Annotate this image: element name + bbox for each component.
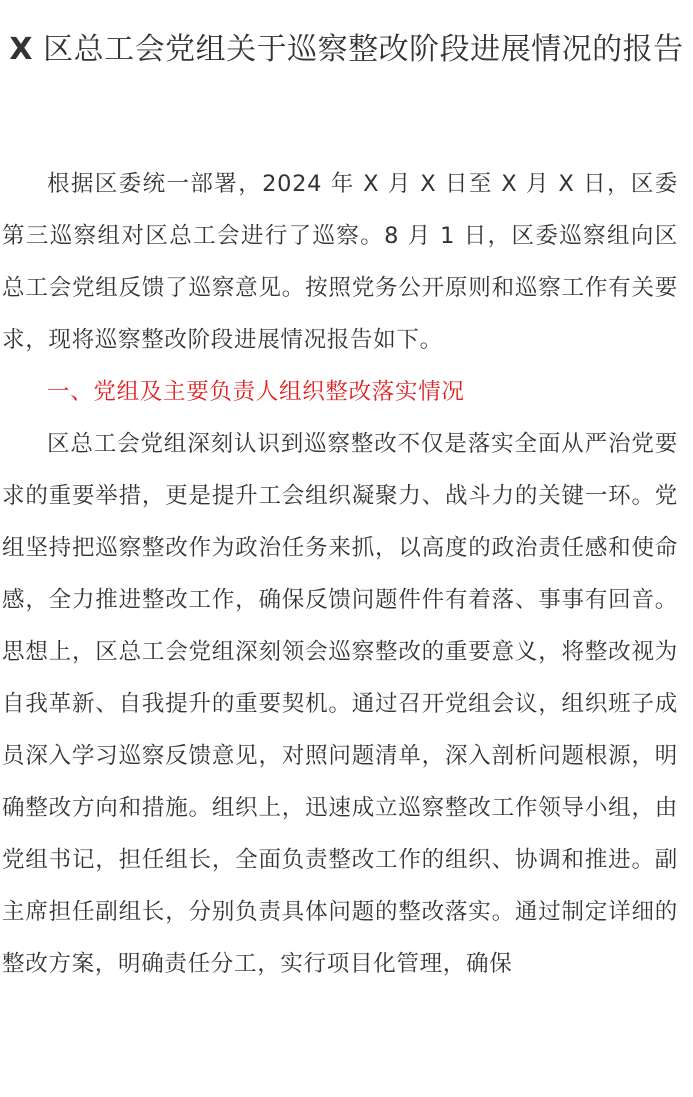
intro-paragraph: 根据区委统一部署，2024 年 X 月 X 日至 X 月 X 日，区委第三巡察组对区总工会进行了巡察。8 月 1 日，区委巡察组向区总工会党组反馈了巡察意见。按照党务公开原则和巡察工作有关要求，现将巡察整改阶段进展情况报告如下。 — [2, 171, 678, 353]
title-prefix: X — [9, 32, 34, 67]
section-heading: 一、党组及主要负责人组织整改落实情况 — [47, 379, 465, 405]
document-body — [2, 158, 678, 990]
title-text: 区总工会党组关于巡察整改阶段进展情况的报告 — [33, 32, 684, 67]
section-paragraph: 区总工会党组深刻认识到巡察整改不仅是落实全面从严治党要求的重要举措，更是提升工会组织凝聚力、战斗力的关键一环。党组坚持把巡察整改作为政治任务来抓，以高度的政治责任感和使命感，全力推进整改工作，确保反馈问题件件有着落、事事有回音。思想上，区总工会党组深刻领会巡察整改的重要意义，将整改视为自我革新、自我提升的重要契机。通过召开党组会议，组织班子成员深入学习巡察反馈意见，对照问题清单，深入剖析问题根源，明确整改方向和措施。组织上，迅速成立巡察整改工作领导小组，由党组书记，担任组长，全面负责整改工作的组织、协调和推进。副主席担任副组长，分别负责具体问题的整改落实。通过制定详细的整改方案，明确责任分工，实行项目化管理，确保 — [2, 431, 678, 977]
document-title — [0, 24, 693, 76]
